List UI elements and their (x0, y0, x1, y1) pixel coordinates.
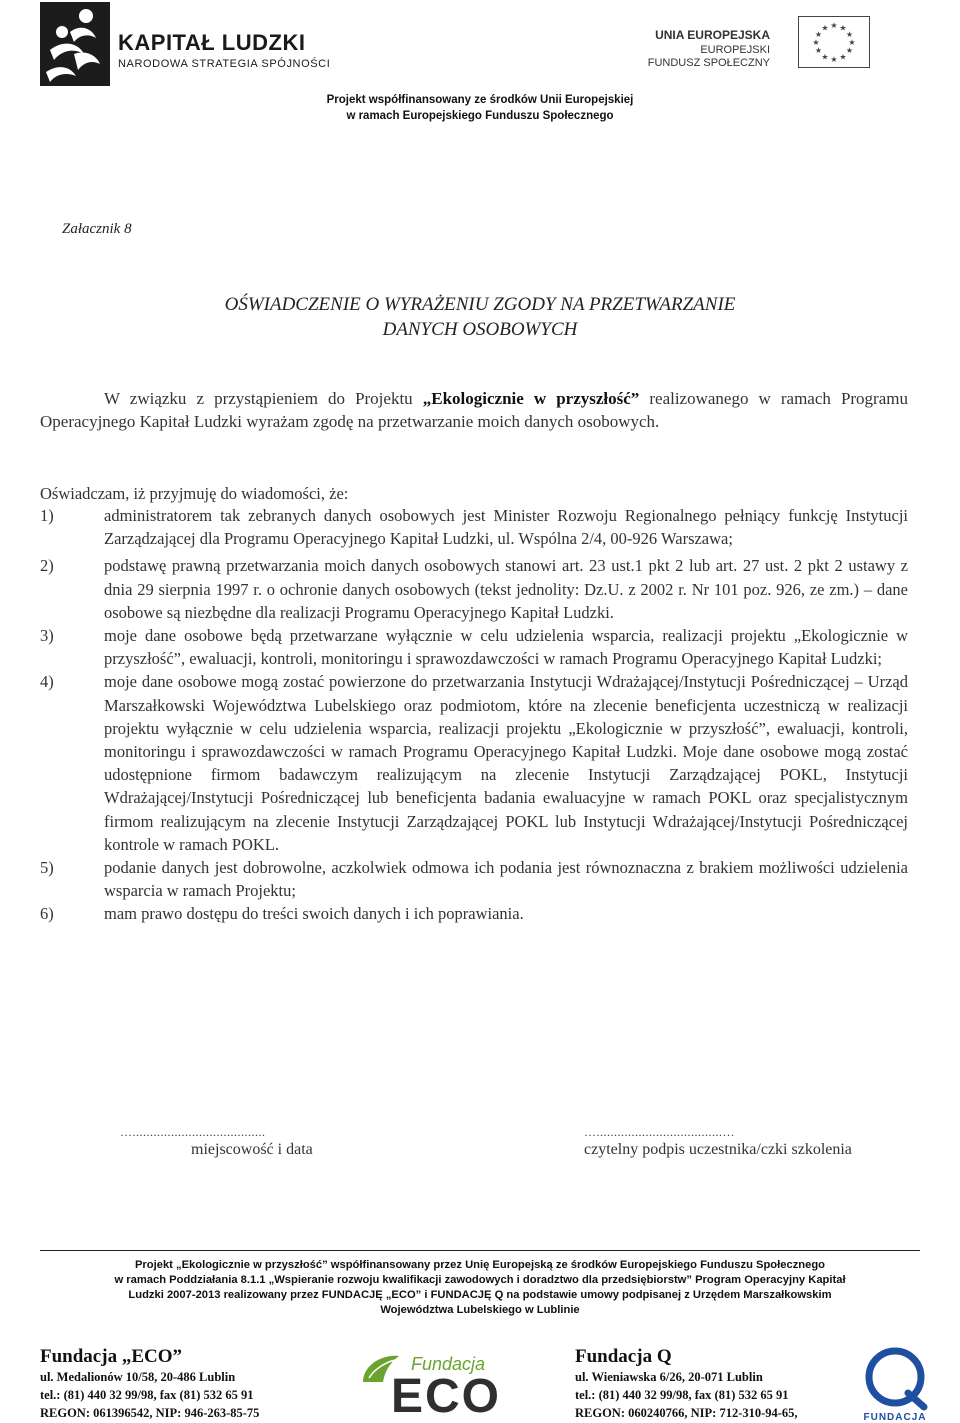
eco-logo-small-text: Fundacja (411, 1354, 486, 1374)
list-item-text: moje dane osobowe mogą zostać powierzone do przetwarzania Instytucji Wdrażającej/Instytucji Pośredniczącej – Urząd Marszałkowski Województwa Lubelskiego oraz podmiotom, które na zlecenie beneficjenta uczestniczą w realizacji projektu wyłącznie w celu udzielenia wsparcia, realizacji projektu „Ekologicznie w przyszłość”, ewaluacji, kontroli, monitoringu i sprawozdawczości w ramach Programu Operacyjnego Kapitał Ludzki. Moje dane osobowe mogą zostać udostępnione firmom badawczym realizującym na zlecenie Instytucji Zarządzającej POKL, Instytucji Wdrażającej/Instytucji Pośredniczącej lub beneficjenta badania ewaluacyjne w ramach POKL oraz specjalistycznym firmom realizującym na zlecenie Instytucji Zarządzającej POKL lub Instytucji Wdrażającej/Instytucji Pośredniczącej kontrole w ramach POKL. (104, 672, 908, 854)
list-item-number: 5) (40, 858, 54, 878)
eco-address: ul. Medalionów 10/58, 20-486 Lublin (40, 1370, 236, 1384)
kapital-ludzki-logo (40, 2, 330, 86)
list-item-number: 6) (40, 904, 54, 924)
kapital-ludzki-emblem-icon (40, 2, 110, 86)
place-date-caption: miejscowość i data (191, 1141, 313, 1158)
svg-text:★: ★ (848, 38, 856, 47)
fundacja-eco-logo (355, 1348, 555, 1418)
declaration-lead: Oświadczam, iż przyjmuję do wiadomości, że: (40, 484, 349, 503)
intro-text-start: W związku z przystąpieniem do Projektu (104, 389, 423, 408)
eco-name: Fundacja „ECO” (40, 1346, 182, 1367)
signature-line: …....................................… (584, 1125, 735, 1139)
fundacja-q-logo (850, 1345, 940, 1423)
eu-fund-label-1: EUROPEJSKI (700, 44, 770, 56)
list-item-number: 3) (40, 626, 54, 646)
list-item-number: 2) (40, 556, 54, 576)
q-name: Fundacja Q (575, 1346, 672, 1367)
title-line-1: OŚWIADCZENIE O WYRAŻENIU ZGODY NA PRZETWARZANIE (224, 294, 736, 315)
list-item (40, 902, 908, 925)
intro-paragraph (40, 387, 908, 433)
footer-line-2: w ramach Poddziałania 8.1.1 „Wspieranie rozwoju kwalifikacji zawodowych i doradztwo dla przedsiębiorstw” Program Operacyjny Kapitał (114, 1274, 846, 1286)
cofinancing-line-2: w ramach Europejskiego Funduszu Społecznego (346, 110, 614, 122)
svg-text:★: ★ (821, 23, 829, 33)
svg-text:★: ★ (845, 46, 854, 55)
intro-text-end: realizowanego w ramach Programu Operacyjnego Kapitał Ludzki wyrażam zgodę na przetwarzanie moich danych osobowych. (40, 389, 908, 431)
signature-caption: czytelny podpis uczestnika/czki szkolenia (584, 1141, 852, 1158)
svg-text:★: ★ (812, 38, 820, 47)
project-name: „Ekologicznie w przyszłość” (422, 389, 640, 408)
svg-text:★: ★ (839, 52, 847, 62)
footer-divider (40, 1250, 920, 1251)
list-item-text: administratorem tak zebranych danych osobowych jest Minister Rozwoju Regionalnego pełniący funkcję Instytucji Zarządzającej dla Programu Operacyjnego Kapitał Ludzki, ul. Wspólna 2/4, 00-926 Warszawa; (104, 506, 908, 549)
footer-project-note (0, 1258, 960, 1318)
fundacja-q-contact (575, 1346, 798, 1422)
annex-label: Załacznik 8 (62, 221, 132, 237)
footer-line-1: Projekt „Ekologicznie w przyszłość” współfinansowany przez Unię Europejską ze środków Europejskiego Funduszu Społecznego (134, 1259, 826, 1271)
eco-logo-big-text: ECO (391, 1370, 502, 1418)
list-item-text: podstawę prawną przetwarzania moich danych osobowych stanowi art. 23 ust.1 pkt 2 lub art. 27 ust. 2 pkt 2 ustawy z dnia 29 sierpnia 1997 r. o ochronie danych osobowych (tekst jednolity: Dz.U. z 2002 r. Nr 101 poz. 926, ze zm.) – dane osobowe są niezbędne dla realizacji Programu Operacyjnego Kapitał Ludzki. (104, 556, 908, 622)
list-item (40, 624, 908, 670)
list-item-number: 1) (40, 506, 54, 525)
svg-text:★: ★ (839, 23, 847, 33)
svg-text:★: ★ (814, 46, 823, 55)
q-address: ul. Wieniawska 6/26, 20-071 Lublin (575, 1370, 763, 1384)
list-item (40, 504, 908, 550)
list-item-text: moje dane osobowe będą przetwarzane wyłącznie w celu udzielenia wsparcia, realizacji projektu „Ekologicznie w przyszłość”, ewaluacji, kontroli, monitoringu i sprawozdawczości w ramach Programu Operacyjnego Kapitał Ludzki; (104, 626, 908, 669)
list-item-text: podanie danych jest dobrowolne, aczkolwiek odmowa ich podania jest równoznaczna z brakiem możliwości udzielenia wsparcia w ramach Projektu; (104, 858, 908, 901)
svg-text:★: ★ (830, 21, 838, 30)
list-item-number: 4) (40, 672, 54, 692)
eu-union-label: UNIA EUROPEJSKA (655, 28, 770, 42)
eu-text (648, 28, 770, 69)
svg-text:★: ★ (845, 30, 854, 39)
list-item (40, 554, 908, 624)
cofinancing-note (0, 92, 960, 124)
eu-flag-icon (798, 16, 870, 68)
q-phone: tel.: (81) 440 32 99/98, fax (81) 532 65 91 (575, 1388, 789, 1402)
eu-logo (640, 8, 940, 80)
svg-text:★: ★ (821, 52, 829, 62)
title-line-2: DANYCH OSOBOWYCH (382, 319, 578, 340)
footer-line-3: Ludzki 2007-2013 realizowany przez FUNDACJĘ „ECO” i FUNDACJĘ Q na podstawie umowy podpisanej z Urzędem Marszałkowskim (128, 1289, 832, 1301)
list-item (40, 670, 908, 856)
eco-regon: REGON: 061396542, NIP: 946-263-85-75 (40, 1406, 260, 1420)
list-item (40, 856, 908, 902)
eu-fund-label-2: FUNDUSZ SPOŁECZNY (647, 57, 770, 69)
declaration-list (40, 504, 908, 926)
q-logo-label: FUNDACJA (863, 1412, 927, 1423)
cofinancing-line-1: Projekt współfinansowany ze środków Unii Europejskiej (326, 94, 634, 106)
svg-text:★: ★ (814, 30, 823, 39)
svg-text:★: ★ (830, 55, 838, 64)
list-item-text: mam prawo dostępu do treści swoich danych i ich poprawiania. (104, 904, 524, 924)
q-regon: REGON: 060240766, NIP: 712-310-94-65, (575, 1406, 798, 1420)
footer-line-4: Województwa Lubelskiego w Lublinie (380, 1304, 580, 1316)
place-date-line: …...................................... (120, 1125, 266, 1139)
fundacja-eco-contact (40, 1346, 259, 1422)
kapital-ludzki-subtitle: NARODOWA STRATEGIA SPÓJNOŚCI (118, 58, 331, 70)
eco-phone: tel.: (81) 440 32 99/98, fax (81) 532 65 91 (40, 1388, 254, 1402)
kapital-ludzki-name: KAPITAŁ LUDZKI (118, 30, 306, 55)
document-title (0, 292, 960, 342)
